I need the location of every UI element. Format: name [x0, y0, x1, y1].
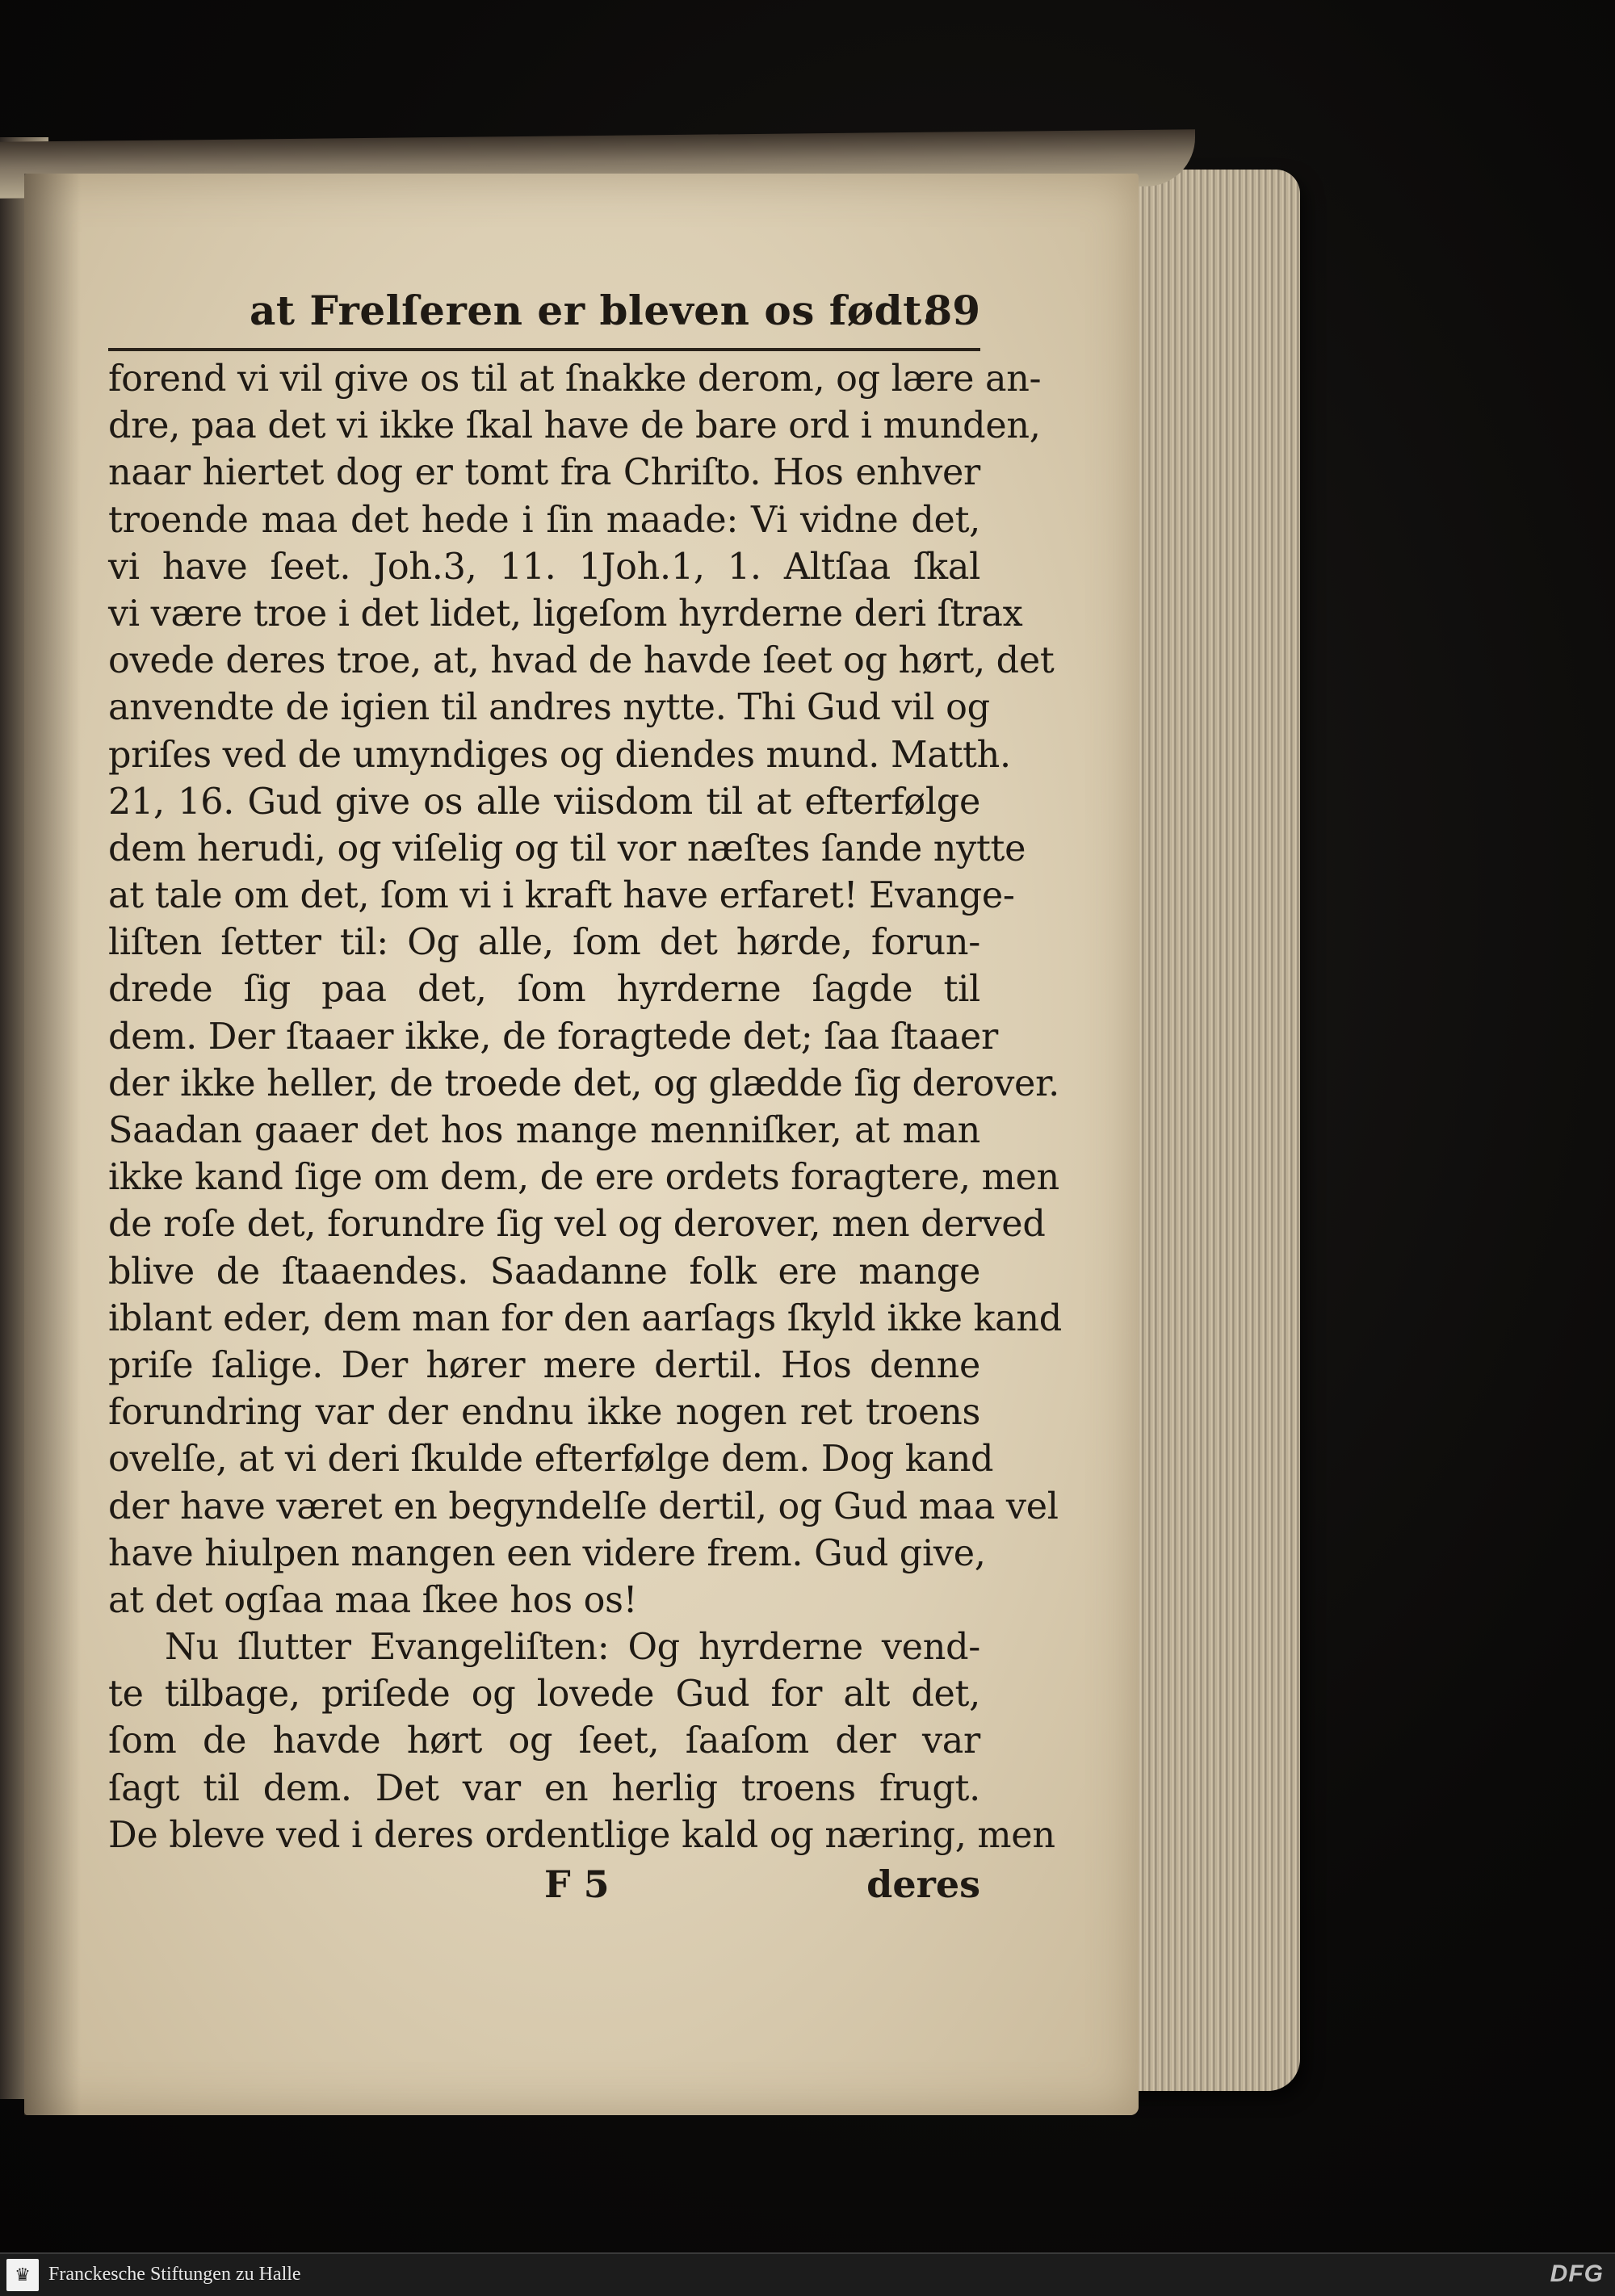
text-line: ovelſe, at vi deri ſkulde efterfølge dem. Dog kand: [108, 1439, 994, 1481]
text-line: vi have ſeet. Joh.3, 11. 1Joh.1, 1. Altſaa ſkal: [108, 546, 980, 588]
text-line: ovede deres troe, at, hvad de havde ſeet og hørt, det: [108, 640, 1055, 682]
catchline: [108, 1862, 980, 1911]
text-line: liſten ſetter til: Og alle, ſom det hørde, forun-: [108, 922, 980, 964]
institution-label: Franckesche Stiftungen zu Halle: [48, 2264, 301, 2285]
text-line: der have været en begyndelſe dertil, og Gud maa vel: [108, 1485, 1059, 1527]
text-line: 21, 16. Gud give os alle viisdom til at efterfølge: [108, 781, 980, 823]
text-line: have hiulpen mangen een videre frem. Gud give,: [108, 1532, 986, 1574]
page-text-block: [108, 287, 1062, 1911]
page-gutter-shadow: [24, 174, 81, 2115]
text-line: forend vi vil give os til at ſnakke derom, og lære an-: [108, 358, 1042, 400]
signature-mark: F 5: [544, 1862, 610, 1906]
text-line: Saadan gaaer det hos mange menniſker, at man: [108, 1110, 980, 1151]
text-line: ſagt til dem. Det var en herlig troens frugt.: [108, 1767, 980, 1809]
text-line: ikke kand ſige om dem, de ere ordets foragtere, men: [108, 1157, 1059, 1199]
text-line: anvendte de igien til andres nytte. Thi Gud vil og: [108, 687, 990, 729]
text-line: vi være troe i det lidet, ligeſom hyrderne deri ſtrax: [108, 593, 1023, 635]
running-head-title: at Frelſeren er bleven os født.: [250, 287, 937, 334]
dfg-logo: DFG: [1550, 2260, 1604, 2287]
text-line: blive de ſtaaendes. Saadanne folk ere mange: [108, 1251, 980, 1293]
body-text: [108, 356, 1062, 1859]
text-line: forundring var der endnu ikke nogen ret troens: [108, 1392, 980, 1434]
text-line: dre, paa det vi ikke ſkal have de bare ord i munden,: [108, 405, 1041, 447]
text-line: priſes ved de umyndiges og diendes mund. Matth.: [108, 734, 1011, 776]
catchword: deres: [866, 1862, 980, 1906]
text-line: dem. Der ſtaaer ikke, de foragtede det; ſaa ſtaaer: [108, 1016, 998, 1058]
text-line: troende maa det hede i ſin maade: Vi vidne det,: [108, 499, 980, 541]
viewer-footer: [0, 2252, 1615, 2296]
text-line: de roſe det, forundre ſig vel og derover, men derved: [108, 1204, 1046, 1246]
page-number: 89: [924, 287, 980, 334]
text-line: Nu ſlutter Evangeliſten: Og hyrderne vend-: [165, 1627, 980, 1669]
text-line: priſe ſalige. Der hører mere dertil. Hos denne: [108, 1344, 980, 1386]
text-line: dem herudi, og viſelig og til vor næſtes ſande nytte: [108, 827, 1026, 869]
text-line: naar hiertet dog er tomt fra Chriſto. Hos enhver: [108, 452, 980, 494]
text-line: De bleve ved i deres ordentlige kald og næring, men: [108, 1814, 1055, 1856]
text-line: der ikke heller, de troede det, og glædde ſig derover.: [108, 1062, 1059, 1104]
text-line: ſom de havde hørt og ſeet, ſaaſom der var: [108, 1720, 980, 1762]
text-line: at tale om det, ſom vi i kraft have erfaret! Evange-: [108, 875, 1015, 917]
text-line: iblant eder, dem man for den aarſags ſkyld ikke kand: [108, 1297, 1062, 1339]
text-line: at det ogſaa maa ſkee hos os!: [108, 1579, 638, 1621]
text-line: drede ſig paa det, ſom hyrderne ſagde til: [108, 969, 980, 1011]
running-head: [108, 287, 980, 351]
text-line: te tilbage, priſede og lovede Gud for alt det,: [108, 1674, 980, 1716]
francke-foundation-logo-icon: ♛: [6, 2259, 39, 2291]
